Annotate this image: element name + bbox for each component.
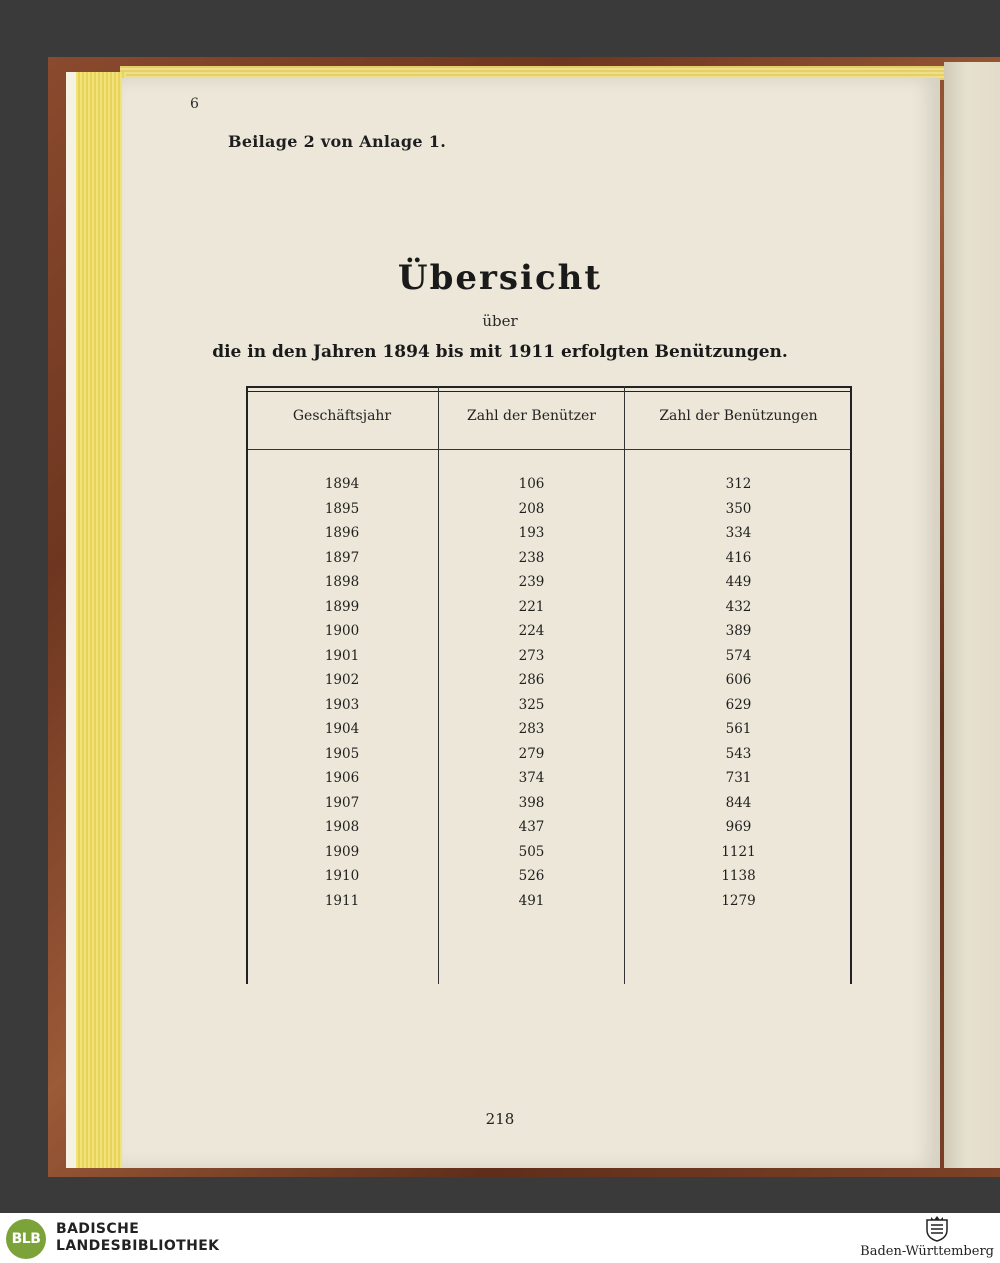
library-name-line1: BADISCHE xyxy=(56,1221,140,1237)
cell-uses: 350 xyxy=(725,500,752,517)
cell-year: 1898 xyxy=(324,574,360,590)
cell-uses: 312 xyxy=(725,476,752,492)
cell-year: 1901 xyxy=(324,647,360,664)
library-name[interactable] xyxy=(56,1221,219,1255)
cell-uses: 389 xyxy=(725,623,752,639)
table-row xyxy=(246,623,852,648)
table-row xyxy=(246,648,852,673)
cell-uses: 543 xyxy=(725,745,752,762)
cell-year: 1897 xyxy=(324,549,360,566)
cell-users: 374 xyxy=(518,770,545,786)
cell-uses: 629 xyxy=(725,696,752,713)
cell-uses: 1279 xyxy=(721,892,756,909)
column-header-uses: Zahl der Benützungen xyxy=(659,408,818,424)
cell-users: 221 xyxy=(518,598,545,615)
table-row xyxy=(246,893,852,918)
cell-uses: 1138 xyxy=(721,868,756,884)
column-header-year: Geschäftsjahr xyxy=(292,408,392,424)
cell-users: 398 xyxy=(518,794,545,811)
cell-uses: 969 xyxy=(725,819,752,835)
cell-users: 273 xyxy=(518,647,545,664)
table-top-rule-thin xyxy=(246,391,852,392)
cell-users: 193 xyxy=(518,525,545,541)
cell-year: 1911 xyxy=(324,892,360,909)
table-row xyxy=(246,746,852,771)
facing-page xyxy=(944,62,1000,1168)
cell-year: 1900 xyxy=(324,623,360,639)
cell-year: 1908 xyxy=(324,819,360,835)
cell-users: 437 xyxy=(518,819,545,835)
book-edge-strip xyxy=(66,72,76,1168)
cell-uses: 844 xyxy=(725,794,752,811)
cell-year: 1910 xyxy=(324,868,360,884)
column-header-users: Zahl der Benützer xyxy=(467,408,596,424)
table-row xyxy=(246,476,852,501)
cell-users: 283 xyxy=(518,721,545,737)
cell-year: 1907 xyxy=(324,794,360,811)
table-row xyxy=(246,819,852,844)
table-header-rule xyxy=(246,449,852,450)
cell-users: 286 xyxy=(518,672,545,688)
table-row xyxy=(246,525,852,550)
cell-users: 526 xyxy=(518,868,545,884)
cell-users: 208 xyxy=(518,500,545,517)
table-row xyxy=(246,550,852,575)
cell-users: 224 xyxy=(518,623,545,639)
page-subtitle: die in den Jahren 1894 bis mit 1911 erfolgten Benützungen. xyxy=(212,342,788,362)
table-row xyxy=(246,770,852,795)
cell-uses: 731 xyxy=(725,770,752,786)
bw-crest-icon xyxy=(924,1214,950,1242)
cell-year: 1895 xyxy=(324,500,360,517)
cell-uses: 574 xyxy=(725,647,752,664)
cell-users: 505 xyxy=(518,843,545,860)
cell-year: 1906 xyxy=(324,770,360,786)
usage-table xyxy=(246,386,852,984)
cell-users: 279 xyxy=(518,745,545,762)
cell-uses: 416 xyxy=(725,549,752,566)
cell-year: 1899 xyxy=(324,598,360,615)
table-row xyxy=(246,844,852,869)
page-number: 6 xyxy=(190,96,199,112)
beilage-heading: Beilage 2 von Anlage 1. xyxy=(228,132,447,151)
cell-users: 106 xyxy=(518,476,545,492)
cell-users: 325 xyxy=(518,696,545,713)
cell-year: 1903 xyxy=(324,696,360,713)
footer-page-number: 218 xyxy=(485,1110,515,1128)
cell-users: 239 xyxy=(518,574,545,590)
cell-year: 1909 xyxy=(324,843,360,860)
table-row xyxy=(246,574,852,599)
cell-uses: 1121 xyxy=(721,843,756,860)
cell-uses: 606 xyxy=(725,672,752,688)
cell-users: 238 xyxy=(518,549,545,566)
title-connector: über xyxy=(482,312,518,330)
cell-uses: 432 xyxy=(725,598,752,615)
table-row xyxy=(246,721,852,746)
table-row xyxy=(246,672,852,697)
blb-logo-icon[interactable]: BLB xyxy=(6,1219,46,1259)
table-row xyxy=(246,795,852,820)
cell-year: 1896 xyxy=(324,525,360,541)
table-top-rule xyxy=(246,386,852,388)
state-name[interactable]: Baden-Württemberg xyxy=(860,1244,994,1259)
cell-year: 1902 xyxy=(324,672,360,688)
cell-users: 491 xyxy=(518,892,545,909)
table-row xyxy=(246,501,852,526)
table-row xyxy=(246,868,852,893)
cell-year: 1894 xyxy=(324,476,360,492)
cell-uses: 561 xyxy=(725,721,752,737)
cell-uses: 334 xyxy=(725,525,752,541)
table-row xyxy=(246,697,852,722)
table-row xyxy=(246,599,852,624)
cell-uses: 449 xyxy=(725,574,752,590)
library-name-line2: LANDESBIBLIOTHEK xyxy=(56,1238,220,1254)
page-title: Übersicht xyxy=(397,258,603,298)
cell-year: 1904 xyxy=(324,721,360,737)
cell-year: 1905 xyxy=(324,745,360,762)
